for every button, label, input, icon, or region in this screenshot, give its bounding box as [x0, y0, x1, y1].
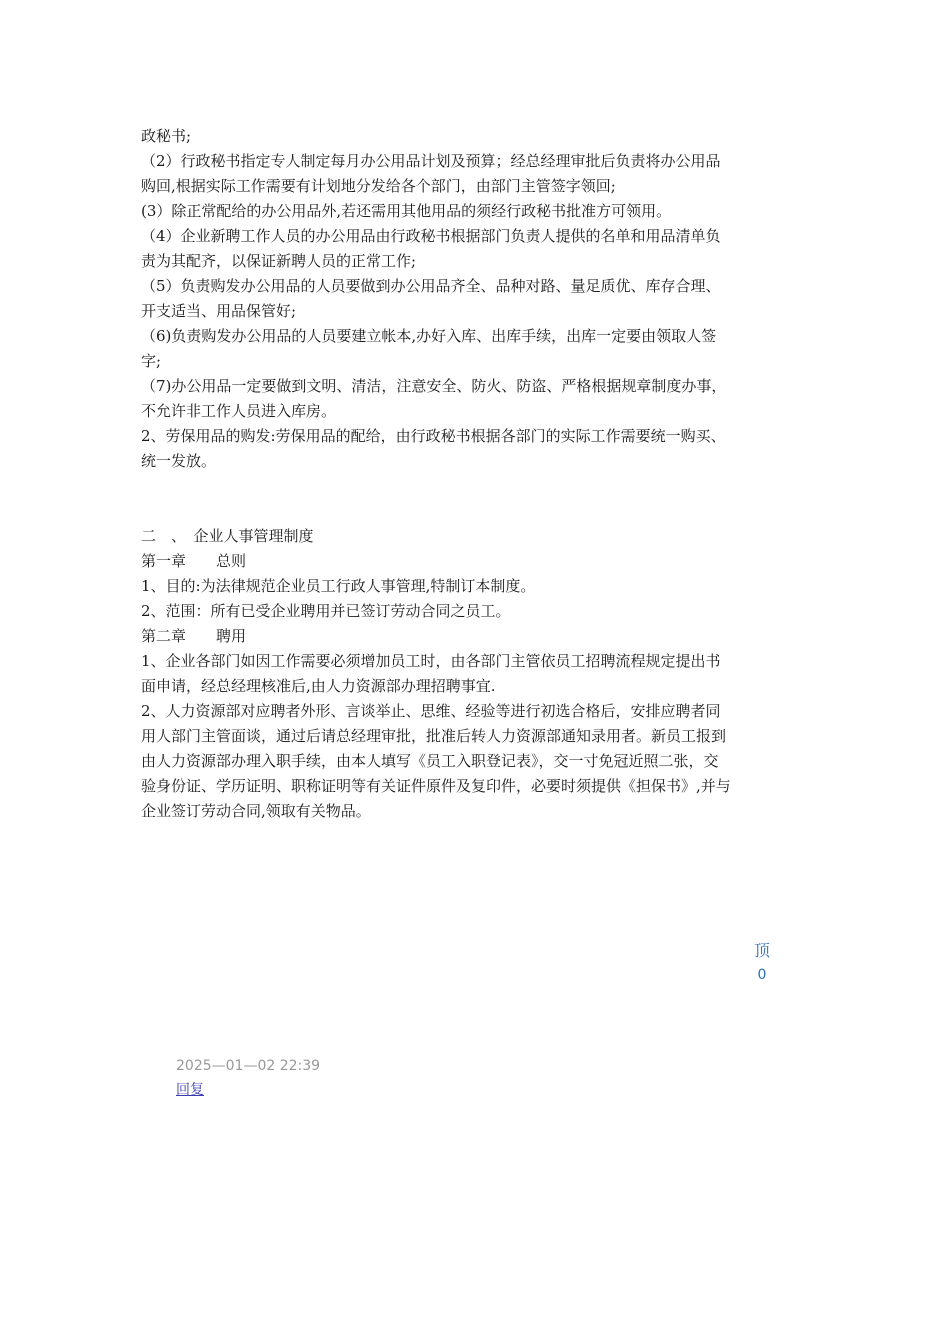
section-spacer: [141, 474, 731, 524]
paragraph: （2）行政秘书指定专人制定每月办公用品计划及预算；经总经理审批后负责将办公用品购回,根据实际工作需要有计划地分发给各个部门，由部门主管签字领回;: [141, 152, 721, 195]
paragraph: （6)负责购发办公用品的人员要建立帐本,办好入库、出库手续，出库一定要由领取人签字;: [141, 327, 717, 370]
section-heading: 二 、 企业人事管理制度: [141, 527, 314, 545]
paragraph: 2、人力资源部对应聘者外形、言谈举止、思维、经验等进行初选合格后，安排应聘者同用人部门主管面谈，通过后请总经理审批，批准后转人力资源部通知录用者。新员工报到由人力资源部办理入职手续，由本人填写《员工入职登记表》，交一寸免冠近照二张，交验身份证、学历证明、职称证明等有关证件原件及复印件，必要时须提供《担保书》,并与企业签订劳动合同,领取有关物品。: [141, 702, 731, 820]
paragraph: （4）企业新聘工作人员的办公用品由行政秘书根据部门负责人提供的名单和用品清单负责为其配齐，以保证新聘人员的正常工作;: [141, 227, 721, 270]
paragraph: 2、范围：所有已受企业聘用并已签订劳动合同之员工。: [141, 602, 511, 620]
post-meta: [176, 1054, 320, 1102]
document-body: [141, 124, 731, 824]
paragraph: 2、劳保用品的购发:劳保用品的配给，由行政秘书根据各部门的实际工作需要统一购买、统一发放。: [141, 427, 726, 470]
paragraph: 1、企业各部门如因工作需要必须增加员工时，由各部门主管依员工招聘流程规定提出书面申请，经总经理核准后,由人力资源部办理招聘事宜.: [141, 652, 721, 695]
paragraph: （5）负责购发办公用品的人员要做到办公用品齐全、品种对路、量足质优、库存合理、开支适当、用品保管好;: [141, 277, 721, 320]
upvote-count: 0: [757, 967, 767, 983]
post-timestamp: 2025—01—02 22:39: [176, 1058, 321, 1074]
reply-link[interactable]: 回复: [176, 1082, 204, 1098]
paragraph: (3）除正常配给的办公用品外,若还需用其他用品的须经行政秘书批准方可领用。: [141, 202, 672, 220]
paragraph: 政秘书;: [141, 127, 192, 145]
paragraph: （7)办公用品一定要做到文明、清洁，注意安全、防火、防盗、严格根据规章制度办事，不允许非工作人员进入库房。: [141, 377, 727, 420]
chapter-heading: 第二章 聘用: [141, 627, 247, 645]
upvote-button[interactable]: [747, 938, 777, 986]
chapter-heading: 第一章 总则: [141, 552, 247, 570]
paragraph: 1、目的:为法律规范企业员工行政人事管理,特制订本制度。: [141, 577, 536, 595]
upvote-label: 顶: [753, 941, 770, 960]
